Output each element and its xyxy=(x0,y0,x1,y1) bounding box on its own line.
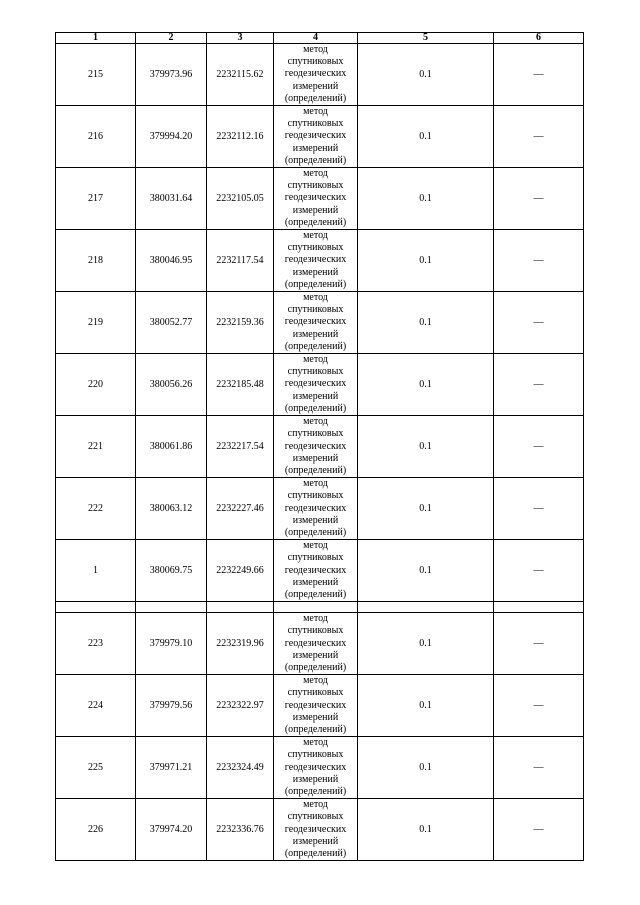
accuracy-cell: 0.1 xyxy=(358,354,494,416)
method-line: геодезических xyxy=(284,502,347,514)
table-row xyxy=(56,44,584,106)
y-coordinate-cell: 2232159.36 xyxy=(207,292,274,354)
method-cell xyxy=(274,168,358,230)
column-header-3: 3 xyxy=(207,33,274,44)
method-line: измерений xyxy=(292,773,339,785)
column-header-1: 1 xyxy=(56,33,136,44)
table-row xyxy=(56,354,584,416)
method-cell xyxy=(274,540,358,602)
spacer-cell xyxy=(207,602,274,613)
method-line: измерений xyxy=(292,835,339,847)
method-line: метод xyxy=(303,168,328,180)
x-coordinate-cell: 380052.77 xyxy=(136,292,207,354)
note-cell: — xyxy=(494,737,584,799)
method-line: метод xyxy=(303,44,328,55)
y-coordinate-cell: 2232185.48 xyxy=(207,354,274,416)
accuracy-cell: 0.1 xyxy=(358,675,494,737)
accuracy-cell: 0.1 xyxy=(358,416,494,478)
y-coordinate-cell: 2232112.16 xyxy=(207,106,274,168)
x-coordinate-cell: 379979.10 xyxy=(136,613,207,675)
method-line: (определений) xyxy=(284,92,347,104)
accuracy-cell: 0.1 xyxy=(358,799,494,861)
method-cell xyxy=(274,292,358,354)
method-line: геодезических xyxy=(284,699,347,711)
spacer-cell xyxy=(56,602,136,613)
note-cell: — xyxy=(494,478,584,540)
point-number-cell: 226 xyxy=(56,799,136,861)
note-cell: — xyxy=(494,613,584,675)
accuracy-cell: 0.1 xyxy=(358,44,494,106)
y-coordinate-cell: 2232115.62 xyxy=(207,44,274,106)
method-line: спутниковых xyxy=(287,428,344,440)
point-number-cell: 224 xyxy=(56,675,136,737)
method-line: измерений xyxy=(292,649,339,661)
table-body xyxy=(56,44,584,861)
method-line: (определений) xyxy=(284,464,347,476)
table-row xyxy=(56,675,584,737)
note-cell: — xyxy=(494,230,584,292)
accuracy-cell: 0.1 xyxy=(358,613,494,675)
accuracy-cell: 0.1 xyxy=(358,168,494,230)
method-cell xyxy=(274,354,358,416)
method-line: геодезических xyxy=(284,637,347,649)
method-line: геодезических xyxy=(284,761,347,773)
note-cell: — xyxy=(494,168,584,230)
method-line: (определений) xyxy=(284,526,347,538)
spacer-cell xyxy=(358,602,494,613)
method-line: измерений xyxy=(292,204,339,216)
point-number-cell: 217 xyxy=(56,168,136,230)
y-coordinate-cell: 2232324.49 xyxy=(207,737,274,799)
method-line: (определений) xyxy=(284,723,347,735)
method-line: (определений) xyxy=(284,216,347,228)
coordinates-table xyxy=(55,32,584,861)
method-line: (определений) xyxy=(284,588,347,600)
method-line: (определений) xyxy=(284,785,347,797)
method-cell xyxy=(274,416,358,478)
accuracy-cell: 0.1 xyxy=(358,540,494,602)
y-coordinate-cell: 2232319.96 xyxy=(207,613,274,675)
method-line: метод xyxy=(303,106,328,118)
x-coordinate-cell: 379979.56 xyxy=(136,675,207,737)
note-cell: — xyxy=(494,354,584,416)
point-number-cell: 1 xyxy=(56,540,136,602)
method-line: геодезических xyxy=(284,440,347,452)
point-number-cell: 220 xyxy=(56,354,136,416)
x-coordinate-cell: 379971.21 xyxy=(136,737,207,799)
column-header-4: 4 xyxy=(274,33,358,44)
accuracy-cell: 0.1 xyxy=(358,292,494,354)
method-line: спутниковых xyxy=(287,304,344,316)
y-coordinate-cell: 2232336.76 xyxy=(207,799,274,861)
accuracy-cell: 0.1 xyxy=(358,230,494,292)
point-number-cell: 216 xyxy=(56,106,136,168)
y-coordinate-cell: 2232227.46 xyxy=(207,478,274,540)
accuracy-cell: 0.1 xyxy=(358,478,494,540)
method-line: спутниковых xyxy=(287,687,344,699)
method-line: спутниковых xyxy=(287,490,344,502)
y-coordinate-cell: 2232322.97 xyxy=(207,675,274,737)
x-coordinate-cell: 380056.26 xyxy=(136,354,207,416)
method-line: геодезических xyxy=(284,316,347,328)
column-header-2: 2 xyxy=(136,33,207,44)
method-line: спутниковых xyxy=(287,56,344,68)
table-row xyxy=(56,230,584,292)
method-line: измерений xyxy=(292,80,339,92)
method-cell xyxy=(274,44,358,106)
method-line: измерений xyxy=(292,452,339,464)
method-cell xyxy=(274,737,358,799)
method-line: метод xyxy=(303,540,328,552)
method-line: геодезических xyxy=(284,823,347,835)
y-coordinate-cell: 2232105.05 xyxy=(207,168,274,230)
method-line: измерений xyxy=(292,328,339,340)
note-cell: — xyxy=(494,292,584,354)
column-header-6: 6 xyxy=(494,33,584,44)
note-cell: — xyxy=(494,675,584,737)
spacer-cell xyxy=(494,602,584,613)
method-line: спутниковых xyxy=(287,118,344,130)
method-line: измерений xyxy=(292,142,339,154)
method-line: (определений) xyxy=(284,848,347,859)
method-line: (определений) xyxy=(284,154,347,166)
method-line: (определений) xyxy=(284,661,347,673)
method-cell xyxy=(274,230,358,292)
method-line: (определений) xyxy=(284,340,347,352)
method-line: геодезических xyxy=(284,130,347,142)
method-cell xyxy=(274,799,358,861)
method-line: метод xyxy=(303,799,328,811)
method-line: спутниковых xyxy=(287,242,344,254)
x-coordinate-cell: 380063.12 xyxy=(136,478,207,540)
method-line: измерений xyxy=(292,576,339,588)
note-cell: — xyxy=(494,799,584,861)
method-line: геодезических xyxy=(284,68,347,80)
x-coordinate-cell: 380046.95 xyxy=(136,230,207,292)
note-cell: — xyxy=(494,44,584,106)
method-line: измерений xyxy=(292,711,339,723)
y-coordinate-cell: 2232217.54 xyxy=(207,416,274,478)
x-coordinate-cell: 379994.20 xyxy=(136,106,207,168)
x-coordinate-cell: 379974.20 xyxy=(136,799,207,861)
method-line: спутниковых xyxy=(287,552,344,564)
method-line: спутниковых xyxy=(287,366,344,378)
method-line: спутниковых xyxy=(287,811,344,823)
method-line: геодезических xyxy=(284,564,347,576)
method-line: геодезических xyxy=(284,254,347,266)
x-coordinate-cell: 380061.86 xyxy=(136,416,207,478)
x-coordinate-cell: 379973.96 xyxy=(136,44,207,106)
table-row xyxy=(56,168,584,230)
table-row xyxy=(56,478,584,540)
table-row xyxy=(56,540,584,602)
method-line: метод xyxy=(303,416,328,428)
table-row xyxy=(56,737,584,799)
x-coordinate-cell: 380069.75 xyxy=(136,540,207,602)
method-line: (определений) xyxy=(284,402,347,414)
method-line: метод xyxy=(303,675,328,687)
method-line: измерений xyxy=(292,390,339,402)
method-cell xyxy=(274,613,358,675)
method-line: спутниковых xyxy=(287,749,344,761)
column-header-5: 5 xyxy=(358,33,494,44)
table-row xyxy=(56,416,584,478)
method-line: метод xyxy=(303,478,328,490)
accuracy-cell: 0.1 xyxy=(358,737,494,799)
method-line: спутниковых xyxy=(287,625,344,637)
y-coordinate-cell: 2232117.54 xyxy=(207,230,274,292)
table-spacer-row xyxy=(56,602,584,613)
table-row xyxy=(56,292,584,354)
method-line: (определений) xyxy=(284,278,347,290)
method-line: геодезических xyxy=(284,192,347,204)
note-cell: — xyxy=(494,416,584,478)
table-row xyxy=(56,106,584,168)
method-cell xyxy=(274,106,358,168)
table-row xyxy=(56,613,584,675)
point-number-cell: 221 xyxy=(56,416,136,478)
method-line: измерений xyxy=(292,266,339,278)
method-line: метод xyxy=(303,230,328,242)
method-line: геодезических xyxy=(284,378,347,390)
point-number-cell: 219 xyxy=(56,292,136,354)
method-cell xyxy=(274,675,358,737)
note-cell: — xyxy=(494,540,584,602)
table-row xyxy=(56,799,584,861)
note-cell: — xyxy=(494,106,584,168)
method-line: метод xyxy=(303,292,328,304)
point-number-cell: 215 xyxy=(56,44,136,106)
spacer-cell xyxy=(274,602,358,613)
point-number-cell: 223 xyxy=(56,613,136,675)
accuracy-cell: 0.1 xyxy=(358,106,494,168)
method-line: измерений xyxy=(292,514,339,526)
method-cell xyxy=(274,478,358,540)
point-number-cell: 225 xyxy=(56,737,136,799)
spacer-cell xyxy=(136,602,207,613)
table-header-row xyxy=(56,33,584,44)
point-number-cell: 218 xyxy=(56,230,136,292)
point-number-cell: 222 xyxy=(56,478,136,540)
x-coordinate-cell: 380031.64 xyxy=(136,168,207,230)
method-line: метод xyxy=(303,354,328,366)
method-line: спутниковых xyxy=(287,180,344,192)
y-coordinate-cell: 2232249.66 xyxy=(207,540,274,602)
method-line: метод xyxy=(303,613,328,625)
method-line: метод xyxy=(303,737,328,749)
